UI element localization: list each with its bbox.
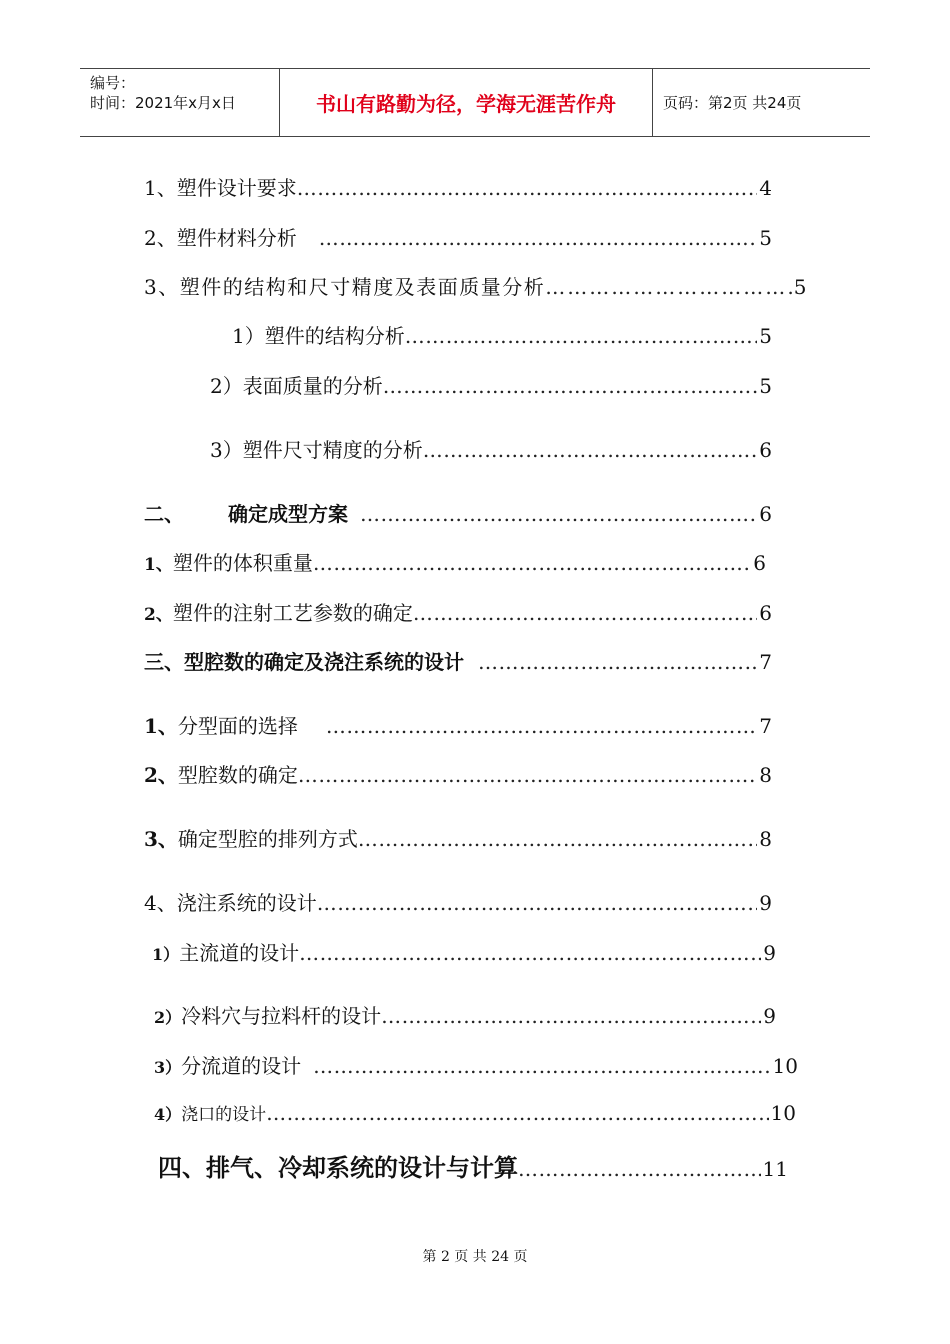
toc-leader bbox=[381, 1004, 761, 1028]
toc-entry[interactable] bbox=[158, 1148, 788, 1183]
toc-page: 5 bbox=[759, 324, 772, 348]
toc-title: 型腔数的确定及浇注系统的设计 bbox=[184, 650, 464, 674]
toc-number: 3、 bbox=[144, 827, 178, 851]
toc-page: 9 bbox=[763, 941, 776, 965]
toc-entry[interactable] bbox=[144, 887, 772, 916]
toc-leader bbox=[383, 374, 758, 398]
toc-page: 10 bbox=[770, 1101, 796, 1125]
toc-title: 塑件的注射工艺参数的确定 bbox=[172, 601, 413, 625]
toc-number: 1、 bbox=[144, 555, 173, 575]
toc-leader bbox=[478, 650, 757, 674]
toc-title: 塑件的结构和尺寸精度及表面质量分析 bbox=[179, 275, 546, 299]
toc-entry[interactable] bbox=[144, 547, 766, 576]
toc-page: 6 bbox=[753, 551, 766, 575]
toc-leader bbox=[317, 891, 758, 915]
toc-entry[interactable] bbox=[144, 597, 772, 626]
toc-entry[interactable] bbox=[210, 370, 772, 399]
toc-leader bbox=[360, 502, 757, 526]
toc-leader bbox=[319, 226, 758, 250]
toc-number: 二、 bbox=[144, 502, 184, 526]
toc-number: 四、 bbox=[158, 1153, 206, 1182]
toc-entry[interactable] bbox=[144, 710, 772, 739]
toc-leader bbox=[326, 714, 757, 738]
toc-number: 2） bbox=[154, 1008, 182, 1027]
toc-number: 4、 bbox=[144, 891, 177, 915]
toc-number: 2、 bbox=[144, 226, 177, 250]
toc-title: 分流道的设计 bbox=[181, 1054, 302, 1078]
toc-number: 2） bbox=[210, 374, 243, 398]
header-motto: 书山有路勤为径，学海无涯苦作舟 bbox=[280, 69, 653, 136]
header-meta bbox=[80, 69, 280, 136]
toc-title: 塑件的体积重量 bbox=[172, 551, 313, 575]
toc-page: 6 bbox=[759, 502, 772, 526]
toc-title: 浇注系统的设计 bbox=[176, 891, 317, 915]
toc-title: 浇口的设计 bbox=[181, 1105, 267, 1125]
toc-entry[interactable] bbox=[154, 1050, 798, 1079]
toc-entry[interactable] bbox=[144, 646, 772, 675]
toc-entry[interactable] bbox=[232, 320, 772, 349]
toc-page: 6 bbox=[759, 438, 772, 462]
toc-number: 3） bbox=[154, 1058, 182, 1077]
toc-leader bbox=[298, 763, 757, 787]
toc-leader bbox=[413, 601, 757, 625]
toc-entry[interactable] bbox=[144, 222, 772, 251]
toc-page: 10 bbox=[772, 1054, 798, 1078]
toc-entry[interactable] bbox=[144, 172, 772, 201]
header-time-label: 时间：2021年x月x日 bbox=[90, 94, 236, 112]
header-number-label: 编号： bbox=[90, 74, 136, 92]
toc-entry[interactable] bbox=[152, 937, 776, 966]
toc-page: 6 bbox=[759, 601, 772, 625]
toc-title: 确定成型方案 bbox=[228, 502, 348, 526]
toc-entry[interactable] bbox=[144, 271, 808, 300]
toc-leader bbox=[358, 827, 757, 851]
toc-number: 1、 bbox=[144, 176, 177, 200]
toc-number: 1） bbox=[232, 324, 265, 348]
toc-page: 9 bbox=[759, 891, 772, 915]
toc-title: 确定型腔的排列方式 bbox=[177, 827, 358, 851]
toc-number: 2、 bbox=[144, 763, 178, 787]
toc-leader bbox=[545, 275, 792, 299]
toc-page: 11 bbox=[762, 1157, 788, 1181]
toc-page: 8 bbox=[759, 827, 772, 851]
toc-leader bbox=[313, 1054, 770, 1078]
toc-title: 表面质量的分析 bbox=[242, 374, 383, 398]
toc-number: 3、 bbox=[144, 275, 180, 299]
toc-title: 塑件材料分析 bbox=[176, 226, 297, 250]
toc-title: 主流道的设计 bbox=[179, 941, 300, 965]
toc-number: 1） bbox=[152, 945, 180, 964]
toc-entry[interactable] bbox=[210, 434, 772, 463]
toc-number: 4） bbox=[154, 1105, 182, 1124]
page-header bbox=[80, 68, 870, 137]
toc-page: 5 bbox=[759, 226, 772, 250]
page-footer: 第 2 页 共 24 页 bbox=[422, 1249, 528, 1265]
toc-title: 塑件的结构分析 bbox=[264, 324, 405, 348]
toc-leader bbox=[313, 551, 751, 575]
toc-leader bbox=[299, 941, 761, 965]
toc-number: 3） bbox=[210, 438, 243, 462]
toc-number: 1、 bbox=[144, 714, 178, 738]
toc-title: 型腔数的确定 bbox=[177, 763, 298, 787]
toc-entry[interactable] bbox=[154, 1000, 776, 1029]
toc-entry[interactable] bbox=[144, 823, 772, 852]
toc-leader bbox=[297, 176, 758, 200]
toc-title: 塑件设计要求 bbox=[176, 176, 297, 200]
toc-page: 9 bbox=[763, 1004, 776, 1028]
toc-page: 5 bbox=[759, 374, 772, 398]
toc-title: 排气、冷却系统的设计与计算 bbox=[206, 1153, 518, 1182]
toc-entry[interactable] bbox=[154, 1100, 796, 1125]
toc-page: 4 bbox=[759, 176, 772, 200]
toc-page: 5 bbox=[793, 275, 808, 299]
toc-entry[interactable] bbox=[144, 498, 772, 527]
toc-title: 冷料穴与拉料杆的设计 bbox=[181, 1004, 382, 1028]
toc-leader bbox=[423, 438, 758, 462]
toc-leader bbox=[518, 1157, 761, 1181]
toc-entry[interactable] bbox=[144, 759, 772, 788]
toc-number: 三、 bbox=[144, 650, 184, 674]
toc-page: 7 bbox=[759, 714, 772, 738]
toc-leader bbox=[266, 1101, 768, 1125]
toc-number: 2、 bbox=[144, 605, 173, 625]
toc-leader bbox=[405, 324, 758, 348]
header-page-info: 页码：第2页 共24页 bbox=[663, 94, 802, 112]
toc-title: 分型面的选择 bbox=[177, 714, 298, 738]
toc-page: 7 bbox=[759, 650, 772, 674]
toc-page: 8 bbox=[759, 763, 772, 787]
toc-title: 塑件尺寸精度的分析 bbox=[242, 438, 423, 462]
